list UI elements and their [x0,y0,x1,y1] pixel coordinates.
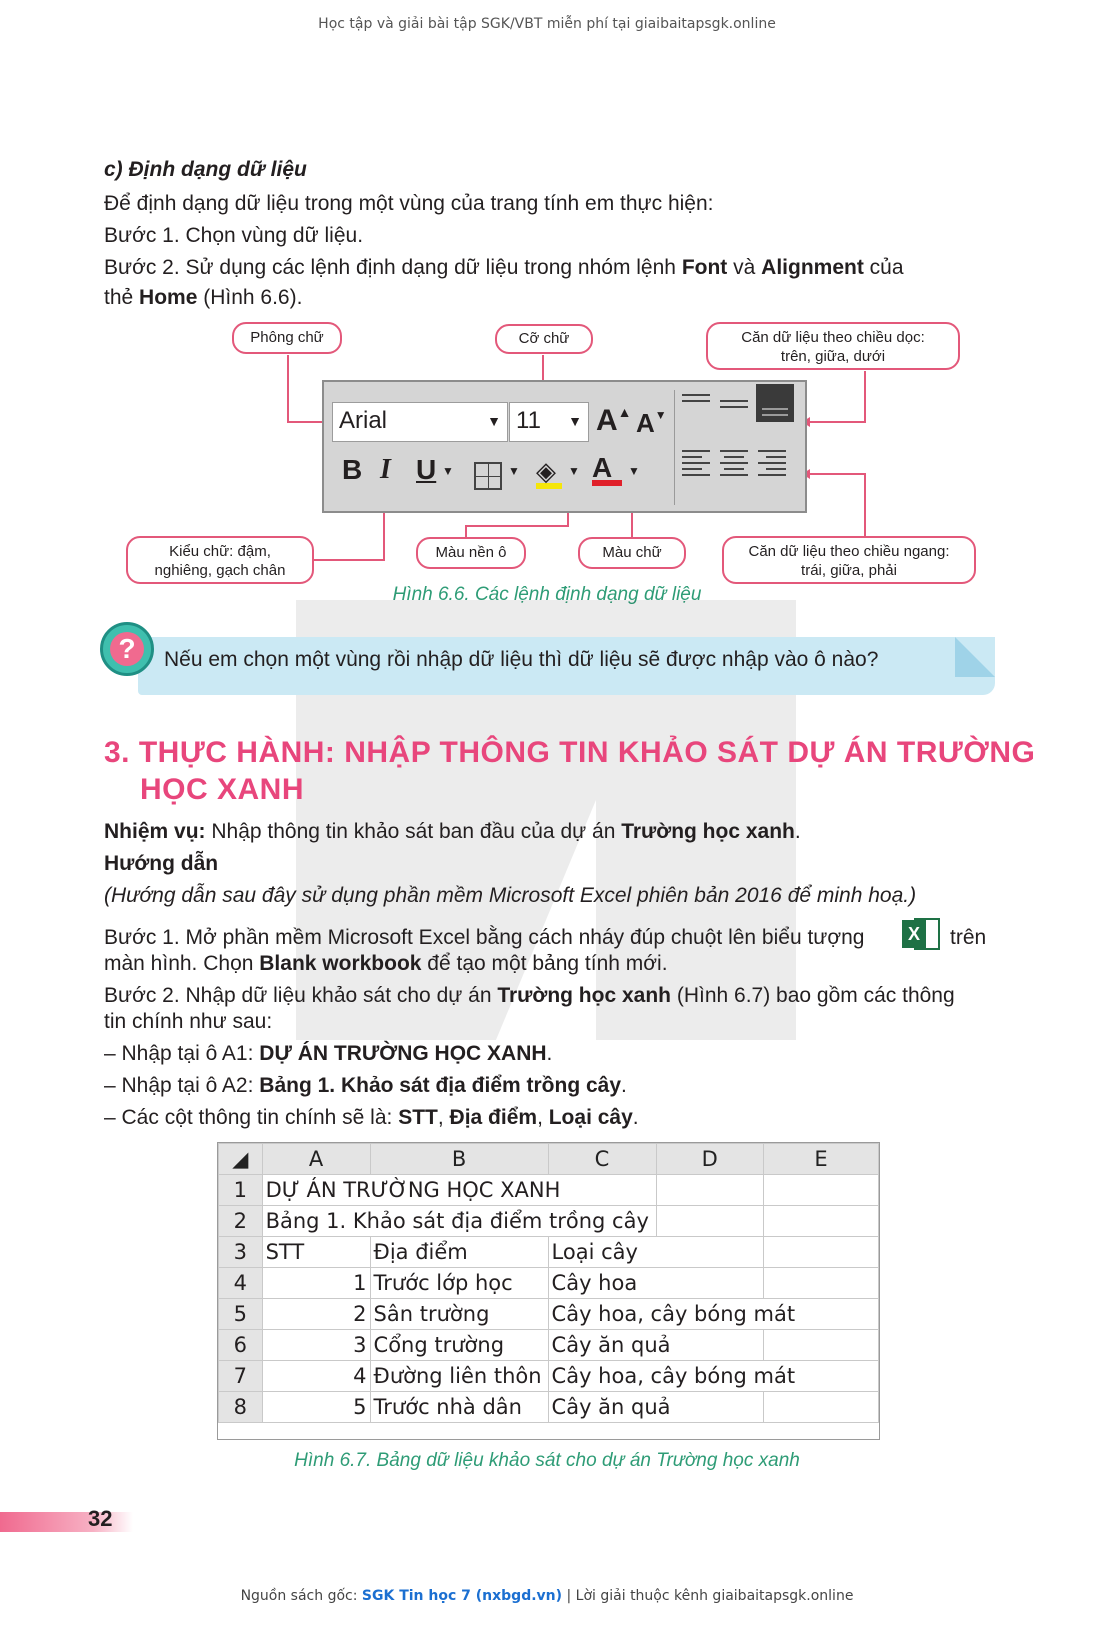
align-right-icon[interactable] [758,446,786,476]
row-header[interactable]: 4 [219,1268,263,1299]
text: Nhập thông tin khảo sát ban đầu của dự án [205,820,622,843]
line [758,474,786,476]
guide-note: (Hướng dẫn sau đây sử dụng phần mềm Microsoft Excel phiên bản 2016 để minh hoạ.) [104,884,917,907]
question-mark: ? [110,632,144,666]
line [682,474,710,476]
caret-down-icon: ▼ [654,408,667,422]
text: Bước 2. Sử dụng các lệnh định dạng dữ liệu trong nhóm lệnh [104,256,682,279]
column-header[interactable]: D [656,1144,764,1175]
text: . [794,820,801,843]
column-name: Địa điểm [449,1106,538,1129]
text: A [592,452,613,483]
line [766,456,786,458]
project-name: Trường học xanh [497,984,671,1007]
line [724,468,744,470]
cell[interactable]: Loại cây [548,1237,763,1268]
cell[interactable]: Địa điểm [370,1237,548,1268]
text: | Lời giải thuộc kênh giaibaitapsgk.online [562,1588,854,1604]
select-all-corner[interactable]: ◢ [219,1144,263,1175]
chevron-down-icon: ▼ [487,413,501,429]
line [682,394,710,396]
cell[interactable]: 5 [262,1392,370,1423]
cell[interactable] [656,1206,764,1237]
line [758,462,786,464]
task-line [104,818,801,846]
cell[interactable] [764,1175,879,1206]
line [682,456,702,458]
cell[interactable]: 3 [262,1330,370,1361]
bullet-3 [104,1104,639,1132]
text: . [546,1042,553,1065]
cell[interactable]: 1 [262,1268,370,1299]
column-header[interactable]: A [262,1144,370,1175]
text: để tạo một bảng tính mới. [421,952,668,975]
step1-line2 [104,950,668,978]
text: trái, giữa, phải [801,562,897,579]
column-header[interactable]: E [764,1144,879,1175]
project-name: Trường học xanh [621,820,795,843]
cell[interactable] [764,1330,879,1361]
question-text: Nếu em chọn một vùng rồi nhập dữ liệu thì dữ liệu sẽ được nhập vào ô nào? [164,648,879,671]
line [682,468,702,470]
chevron-down-icon: ▼ [628,464,640,478]
text: – Các cột thông tin chính sẽ là: [104,1106,399,1129]
align-center-icon[interactable] [720,446,748,476]
align-middle-icon[interactable] [720,394,748,418]
step1-line1-end: trên [950,926,987,949]
table-row [219,1361,879,1392]
cell[interactable]: Sân trường [370,1299,548,1330]
text: , [437,1106,450,1129]
table-row [219,1330,879,1361]
header-note: Học tập và giải bài tập SGK/VBT miễn phí tại giaibaitapsgk.online [318,16,776,32]
text: Nguồn sách gốc: [240,1588,362,1604]
text: Kiểu chữ: đậm, [169,543,271,560]
cell[interactable]: Cây hoa, cây bóng mát [548,1361,878,1392]
line [766,468,786,470]
table-row [219,1175,879,1206]
chevron-down-icon: ▼ [568,464,580,478]
column-header-row [219,1144,879,1175]
fill-color-button[interactable] [536,456,562,489]
cell[interactable]: 2 [262,1299,370,1330]
table-row [219,1268,879,1299]
font-name-value: Arial [339,407,388,434]
table-row [219,1237,879,1268]
cell[interactable] [656,1175,764,1206]
column-name: Loại cây [548,1106,633,1129]
border-line [476,476,500,477]
cell-value: DỰ ÁN TRƯỜNG HỌC XANH [259,1042,547,1065]
text: A [596,404,618,437]
row-header[interactable]: 3 [219,1237,263,1268]
row-header[interactable]: 5 [219,1299,263,1330]
step2-line2: tin chính như sau: [104,1010,273,1033]
question-icon [100,622,154,676]
home-tab-name: Home [139,286,198,309]
cell[interactable]: Trước lớp học [370,1268,548,1299]
text: . [632,1106,639,1129]
cell-value: Bảng 1. Khảo sát địa điểm trồng cây [259,1074,622,1097]
text: (Hình 6.6). [197,286,303,309]
row-header[interactable]: 6 [219,1330,263,1361]
cell[interactable]: Trước nhà dân [370,1392,548,1423]
row-header[interactable]: 1 [219,1175,263,1206]
text: A [636,408,655,438]
line [720,474,748,476]
align-left-icon[interactable] [682,446,710,476]
divider [674,390,675,505]
cell[interactable] [764,1268,879,1299]
text: nghiêng, gạch chân [154,562,286,579]
font-size-value: 11 [516,407,541,434]
line [762,408,788,410]
footer-note [0,1588,1094,1604]
text: trên, giữa, dưới [780,348,886,365]
text: của [863,256,904,279]
line [682,450,710,452]
row-header[interactable]: 2 [219,1206,263,1237]
chevron-down-icon: ▼ [568,413,582,429]
text: – Nhập tại ô A2: [104,1074,260,1097]
text: – Nhập tại ô A1: [104,1042,260,1065]
font-name-box[interactable] [332,402,508,442]
blank-workbook: Blank workbook [259,952,422,975]
callout-fill-color: Màu nền ô [416,537,526,569]
table-row [219,1299,879,1330]
italic-button[interactable]: I [380,454,391,485]
row-header[interactable]: 8 [219,1392,263,1423]
cell[interactable]: Cây hoa [548,1268,763,1299]
bullet-2 [104,1072,627,1100]
cell[interactable]: Cây ăn quả [548,1392,763,1423]
cell[interactable] [764,1392,879,1423]
chevron-down-icon: ▼ [442,464,454,478]
section-c-intro: Để định dạng dữ liệu trong một vùng của trang tính em thực hiện: [104,192,714,215]
guide-heading: Hướng dẫn [104,852,219,875]
text: màn hình. Chọn [104,952,260,975]
column-name: STT [398,1106,438,1129]
line [720,400,748,402]
alignment-group-name: Alignment [761,256,864,279]
line [762,414,788,416]
text: . [621,1074,627,1097]
cell[interactable]: STT [262,1237,370,1268]
excel-ribbon [322,380,807,513]
text: (Hình 6.7) bao gồm các thông [671,984,955,1007]
cell[interactable]: Cổng trường [370,1330,548,1361]
line [682,400,710,402]
paint-bucket-icon: ◈ [536,456,556,486]
task-label: Nhiệm vụ: [104,820,206,843]
bullet-1 [104,1040,552,1068]
line [720,462,748,464]
source-link[interactable]: SGK Tin học 7 (nxbgd.vn) [361,1588,563,1604]
font-color-button[interactable] [592,452,622,486]
cell[interactable] [764,1237,879,1268]
callout-font-color: Màu chữ [578,537,686,569]
grow-font-button[interactable] [596,404,632,438]
excel-sheet [217,1142,880,1440]
column-header[interactable]: B [370,1144,548,1175]
callout-connectors [0,0,1094,620]
figure-6-7-caption: Hình 6.7. Bảng dữ liệu khảo sát cho dự án Trường học xanh [294,1450,800,1471]
line [720,450,748,452]
bold-button[interactable]: B [342,454,363,485]
cell[interactable]: Cây hoa, cây bóng mát [548,1299,878,1330]
figure-6-6-caption: Hình 6.6. Các lệnh định dạng dữ liệu [392,584,702,605]
step1-line1: Bước 1. Mở phần mềm Microsoft Excel bằng cách nháy đúp chuột lên biểu tượng [104,926,865,949]
title-line: HỌC XANH [140,773,305,806]
callout-size: Cỡ chữ [495,324,593,354]
excel-icon [902,916,942,952]
table-row [219,1206,879,1237]
sheet-grid [218,1143,879,1423]
text: và [727,256,762,279]
section-c-title: c) Định dạng dữ liệu [104,158,307,181]
cell-a1[interactable]: DỰ ÁN TRƯỜNG HỌC XANH [262,1175,656,1206]
table-row [219,1392,879,1423]
text: Bước 2. Nhập dữ liệu khảo sát cho dự án [104,984,498,1007]
excel-letter: X [902,920,926,948]
line [724,456,744,458]
line [682,462,710,464]
text: Căn dữ liệu theo chiều dọc: [741,329,925,346]
text: Căn dữ liệu theo chiều ngang: [748,543,950,560]
title-line: 3. THỰC HÀNH: NHẬP THÔNG TIN KHẢO SÁT DỰ ÁN TRƯỜNG [104,736,1036,769]
text: , [537,1106,549,1129]
cell[interactable]: Đường liên thôn [370,1361,548,1392]
chevron-down-icon: ▼ [508,464,520,478]
row-header[interactable]: 7 [219,1361,263,1392]
borders-button[interactable] [474,462,502,490]
font-size-box[interactable] [509,402,589,442]
step2-line1 [104,982,955,1010]
cell[interactable]: Cây ăn quả [548,1330,763,1361]
section-3-title [104,734,1035,808]
caret-up-icon: ▲ [617,404,632,420]
callout-font: Phông chữ [232,322,342,354]
cell[interactable] [764,1206,879,1237]
shrink-font-button[interactable] [636,408,667,439]
cell-a2[interactable]: Bảng 1. Khảo sát địa điểm trồng cây [262,1206,656,1237]
text: thẻ [104,286,140,309]
cell[interactable]: 4 [262,1361,370,1392]
align-bottom-icon[interactable] [756,384,794,422]
column-header[interactable]: C [548,1144,656,1175]
line [720,406,748,408]
font-group-name: Font [681,256,728,279]
page-number: 32 [88,1506,113,1531]
underline-button[interactable]: U [416,454,437,485]
page-number-bar [0,1512,133,1532]
section-c-step1: Bước 1. Chọn vùng dữ liệu. [104,224,364,247]
align-top-icon[interactable] [682,392,710,416]
line [758,450,786,452]
